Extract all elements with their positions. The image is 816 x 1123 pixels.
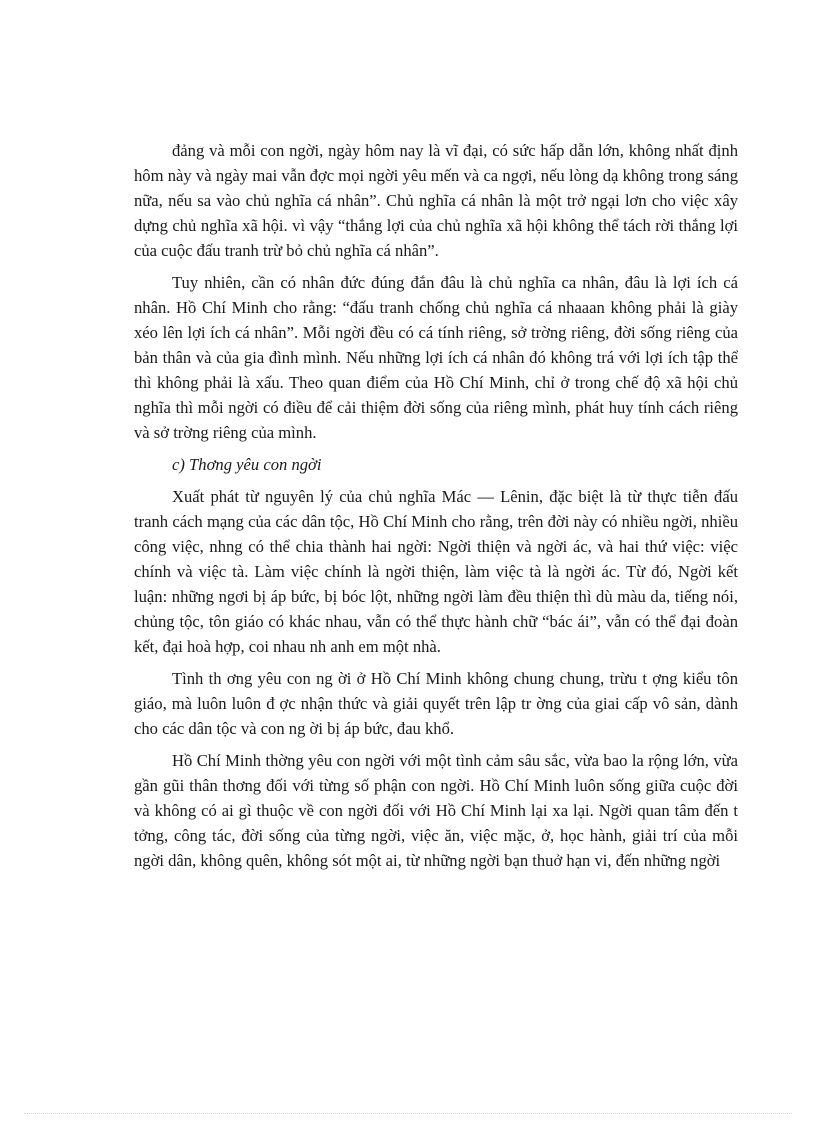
- paragraph-4: Tình th ơng yêu con ng ời ở Hồ Chí Minh không chung chung, trừu t ợng kiểu tôn giáo, mà luôn luôn đ ợc nhận thức và giải quyết trên lập tr ờng của giai cấp vô sản, dành cho các dân tộc và con ng ời bị áp bức, đau khổ.: [134, 669, 738, 738]
- section-heading: c) Thơng yêu con ngời: [172, 455, 322, 474]
- document-page: [134, 138, 738, 880]
- paragraph-1: đảng và mỗi con ngời, ngày hôm nay là vĩ đại, có sức hấp dẫn lớn, không nhất định hôm này và ngày mai vẫn đợc mọi ngời yêu mến và ca ngợi, nếu lòng dạ không trong sáng nữa, nếu sa vào chủ nghĩa cá nhân”. Chủ nghĩa cá nhân là một trở ngại lơn cho việc xây dựng chủ nghĩa xã hội. vì vậy “thắng lợi của chủ nghĩa xã hội không thể tách rời thắng lợi của cuộc đấu tranh trừ bỏ chủ nghĩa cá nhân”.: [134, 141, 738, 260]
- paragraph-5: Hồ Chí Minh thờng yêu con ngời với một tình cảm sâu sắc, vừa bao la rộng lớn, vừa gần gũi thân thơng đối với từng số phận con ngời. Hồ Chí Minh luôn sống giữa cuộc đời và không có ai gì thuộc về con ngời đối với Hồ Chí Minh lại xa lại. Ngời quan tâm đến t tởng, công tác, đời sống của từng ngời, việc ăn, việc mặc, ở, học hành, giải trí của mỗi ngời dân, không quên, không sót một ai, từ những ngời bạn thuở hạn vi, đến những ngời: [134, 751, 738, 870]
- page-bottom-divider: [24, 1113, 792, 1114]
- paragraph-3: Xuất phát từ nguyên lý của chủ nghĩa Mác — Lênin, đặc biệt là từ thực tiễn đấu tranh cách mạng của các dân tộc, Hồ Chí Minh cho rằng, trên đời này có nhiều ngời, nhiều công việc, nhng có thể chia thành hai ngời: Ngời thiện và ngời ác, và hai thứ việc: việc chính và việc tà. Làm việc chính là ngời thiện, làm việc tà là ngời ác. Từ đó, Ngời kết luận: những ngơi bị áp bức, bị bóc lột, những ngời làm đều thiện thì dù màu da, tiếng nói, chủng tộc, tôn giáo có khác nhau, vẫn có thể thực hành chữ “bác ái”, vẫn có thể đại đoàn kết, đại hoà hợp, coi nhau nh anh em một nhà.: [134, 487, 738, 656]
- paragraph-2: Tuy nhiên, cần có nhân đức đúng đắn đâu là chủ nghĩa ca nhân, đâu là lợi ích cá nhân. Hồ Chí Minh cho rằng: “đấu tranh chống chủ nghĩa cá nhaaan không phải là giày xéo lên lợi ích cá nhân”. Mỗi ngời đều có cá tính riêng, sở trờng riêng, đời sống riêng của bản thân và của gia đình mình. Nếu những lợi ích cá nhân đó không trá với lợi ích tập thể thì không phải là xấu. Theo quan điểm của Hồ Chí Minh, chỉ ở trong chế độ xã hội chủ nghĩa thì mỗi ngời có điều để cải thiệm đời sống của riêng mình, phát huy tính cách riêng và sở trờng riêng của mình.: [134, 273, 738, 442]
